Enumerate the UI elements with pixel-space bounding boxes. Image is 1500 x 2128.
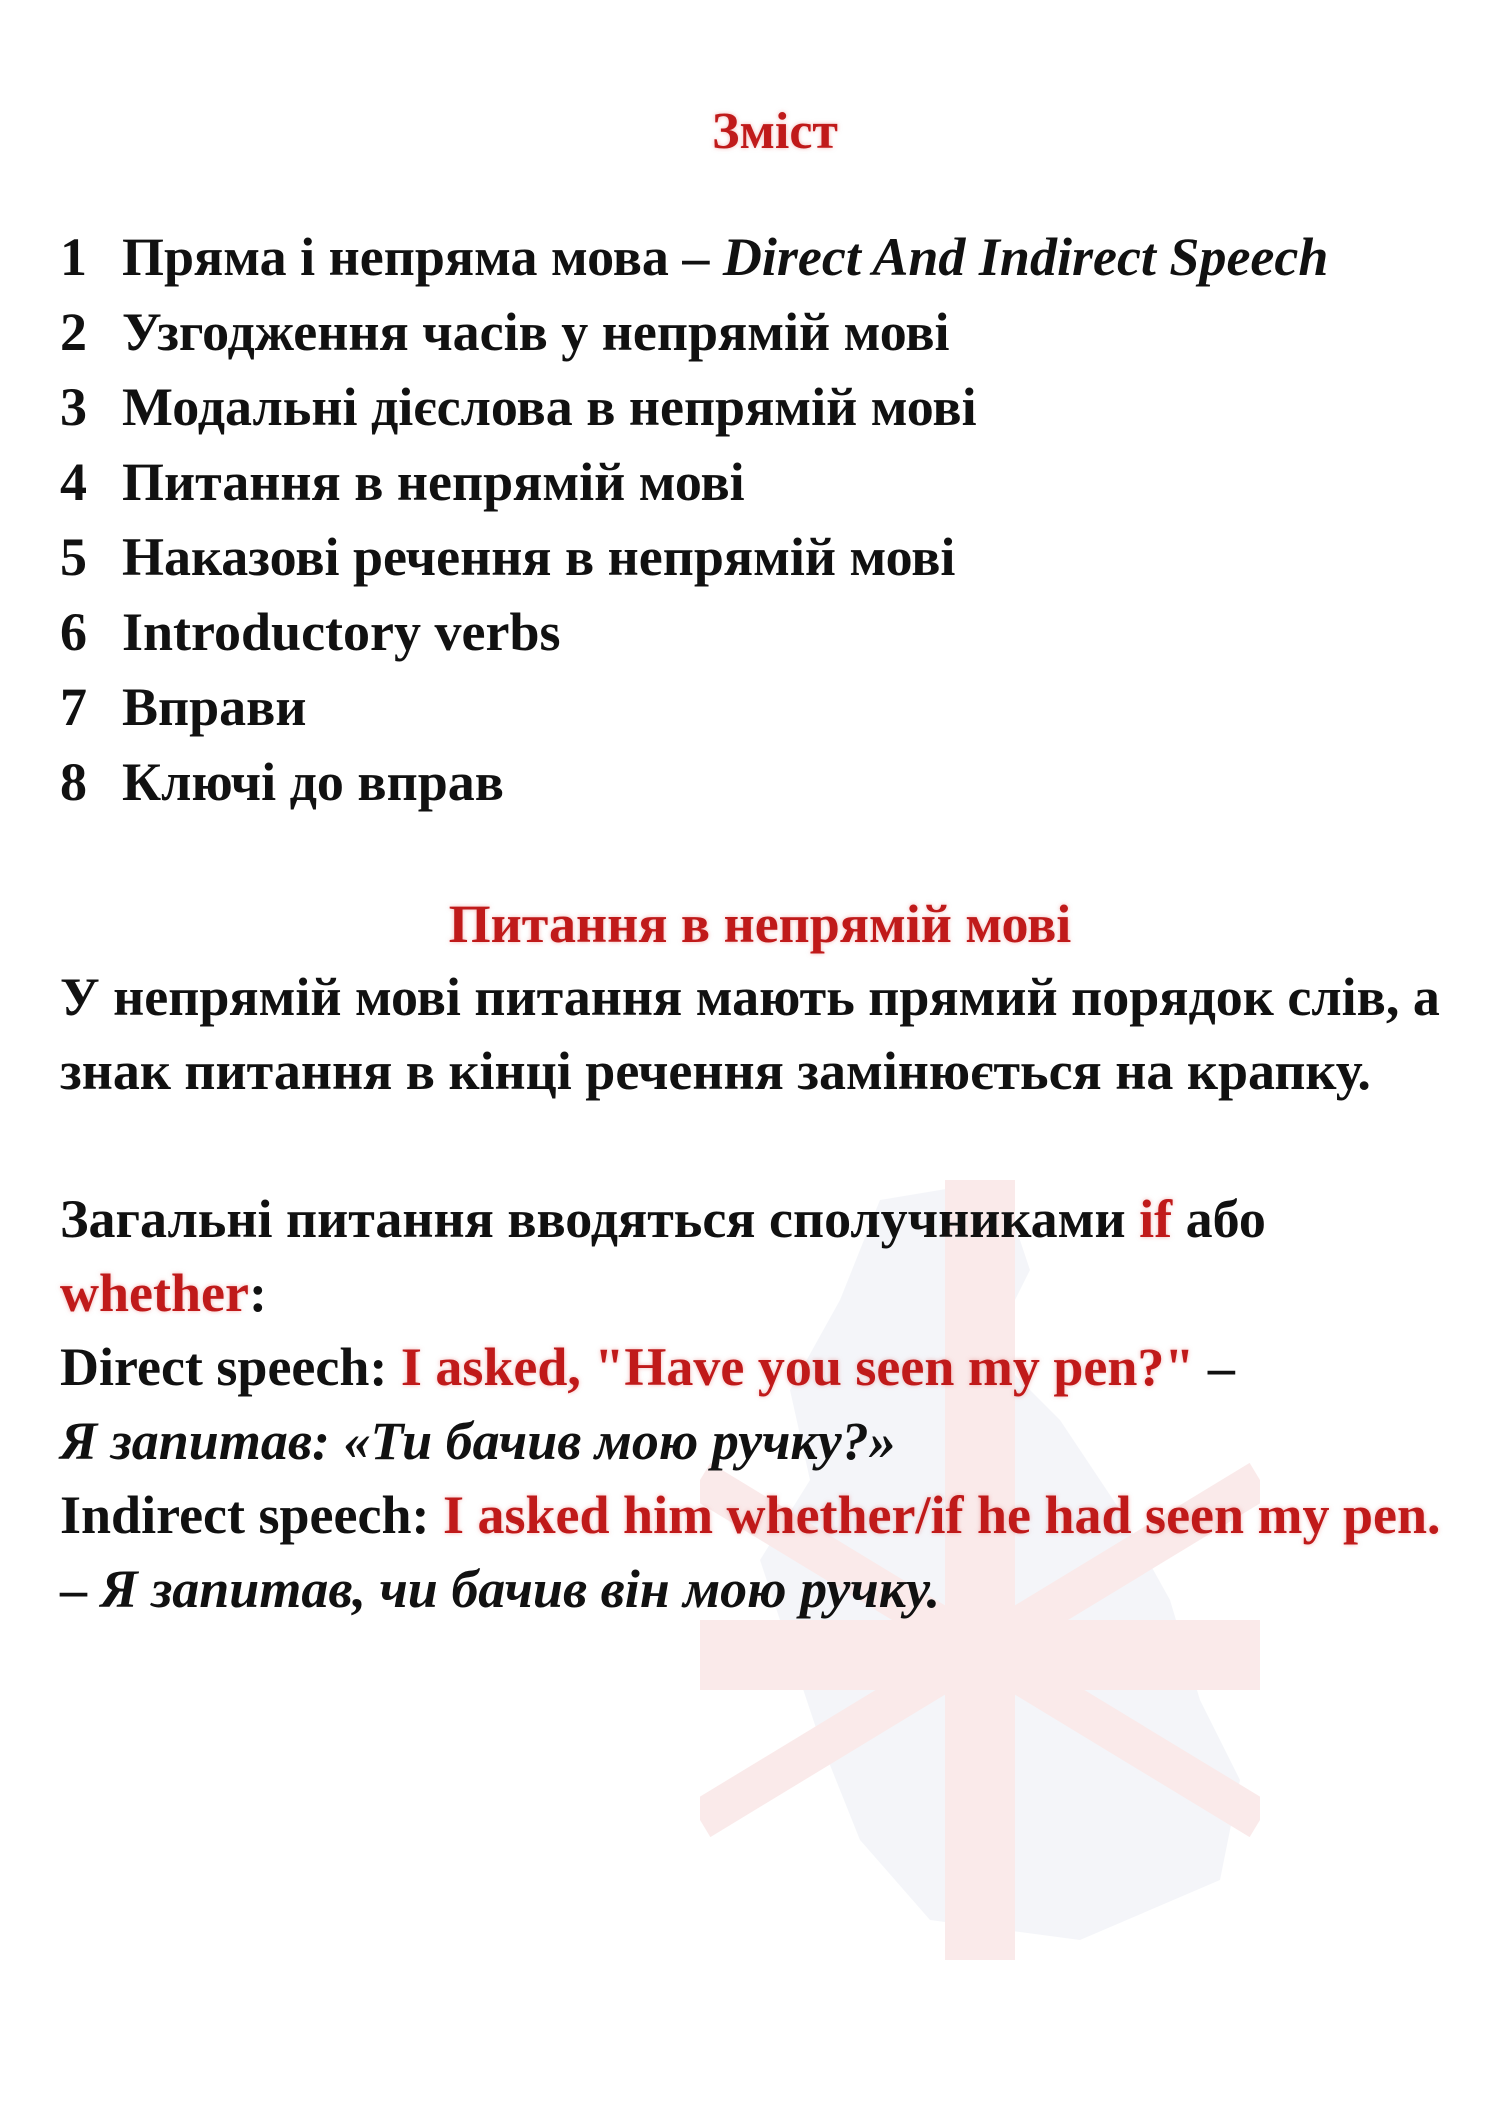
toc-item-number: 4 bbox=[60, 452, 87, 512]
toc-item-3[interactable] bbox=[60, 370, 1460, 445]
document-page bbox=[60, 100, 1460, 1626]
indirect-speech-sentence: I asked him whether/if he had seen my pen. bbox=[442, 1485, 1441, 1545]
toc-item-1[interactable] bbox=[60, 220, 1460, 295]
indirect-speech-dash: – bbox=[60, 1559, 101, 1619]
general-text-after: : bbox=[248, 1263, 267, 1323]
toc-item-2[interactable] bbox=[60, 295, 1460, 370]
toc-item-label: Узгодження часів у непрямій мові bbox=[122, 302, 950, 362]
toc-item-number: 5 bbox=[60, 527, 87, 587]
toc-item-label: Вправи bbox=[122, 677, 307, 737]
toc-item-4[interactable] bbox=[60, 445, 1460, 520]
toc-item-6[interactable] bbox=[60, 595, 1460, 670]
toc-item-8[interactable] bbox=[60, 745, 1460, 820]
toc-item-label: Наказові речення в непрямій мові bbox=[122, 527, 956, 587]
toc-item-number: 2 bbox=[60, 302, 87, 362]
section-heading: Питання в непрямій мові bbox=[448, 894, 1072, 954]
toc-title: Зміст bbox=[712, 103, 838, 160]
toc-item-label: Ключі до вправ bbox=[122, 752, 504, 812]
direct-speech-translation: Я запитав: «Ти бачив мою ручку?» bbox=[60, 1411, 896, 1471]
intro-paragraph: У непрямій мові питання мають прямий порядок слів, а знак питання в кінці речення замінюється на крапку. bbox=[60, 967, 1440, 1101]
direct-speech-example bbox=[60, 1330, 1460, 1478]
general-text-before: Загальні питання вводяться сполучниками bbox=[60, 1189, 1140, 1249]
paragraph-gap bbox=[60, 1108, 1460, 1182]
toc-item-5[interactable] bbox=[60, 520, 1460, 595]
general-questions-paragraph bbox=[60, 1182, 1460, 1330]
toc-item-label: Пряма і непряма мова – bbox=[122, 227, 723, 287]
conjunction-whether: whether bbox=[60, 1263, 249, 1323]
toc-item-number: 1 bbox=[60, 227, 87, 287]
toc-item-label-italic: Direct And Indirect Speech bbox=[722, 227, 1329, 287]
direct-speech-dash: – bbox=[1194, 1337, 1235, 1397]
direct-speech-label: Direct speech: bbox=[60, 1337, 401, 1397]
direct-speech-sentence: I asked, "Have you seen my pen?" bbox=[400, 1337, 1195, 1397]
toc-item-label: Питання в непрямій мові bbox=[122, 452, 745, 512]
general-text-mid: або bbox=[1172, 1189, 1266, 1249]
toc-item-number: 7 bbox=[60, 677, 87, 737]
indirect-speech-label: Indirect speech: bbox=[60, 1485, 443, 1545]
indirect-speech-translation: Я запитав, чи бачив він мою ручку. bbox=[100, 1559, 941, 1619]
toc-item-7[interactable] bbox=[60, 670, 1460, 745]
toc-item-number: 6 bbox=[60, 602, 87, 662]
toc-item-label: Introductory verbs bbox=[122, 602, 561, 662]
toc-item-number: 3 bbox=[60, 377, 87, 437]
toc-item-label: Модальні дієслова в непрямій мові bbox=[122, 377, 977, 437]
toc-item-number: 8 bbox=[60, 752, 87, 812]
table-of-contents bbox=[60, 220, 1460, 820]
indirect-speech-example bbox=[60, 1478, 1460, 1626]
conjunction-if: if bbox=[1139, 1189, 1173, 1249]
